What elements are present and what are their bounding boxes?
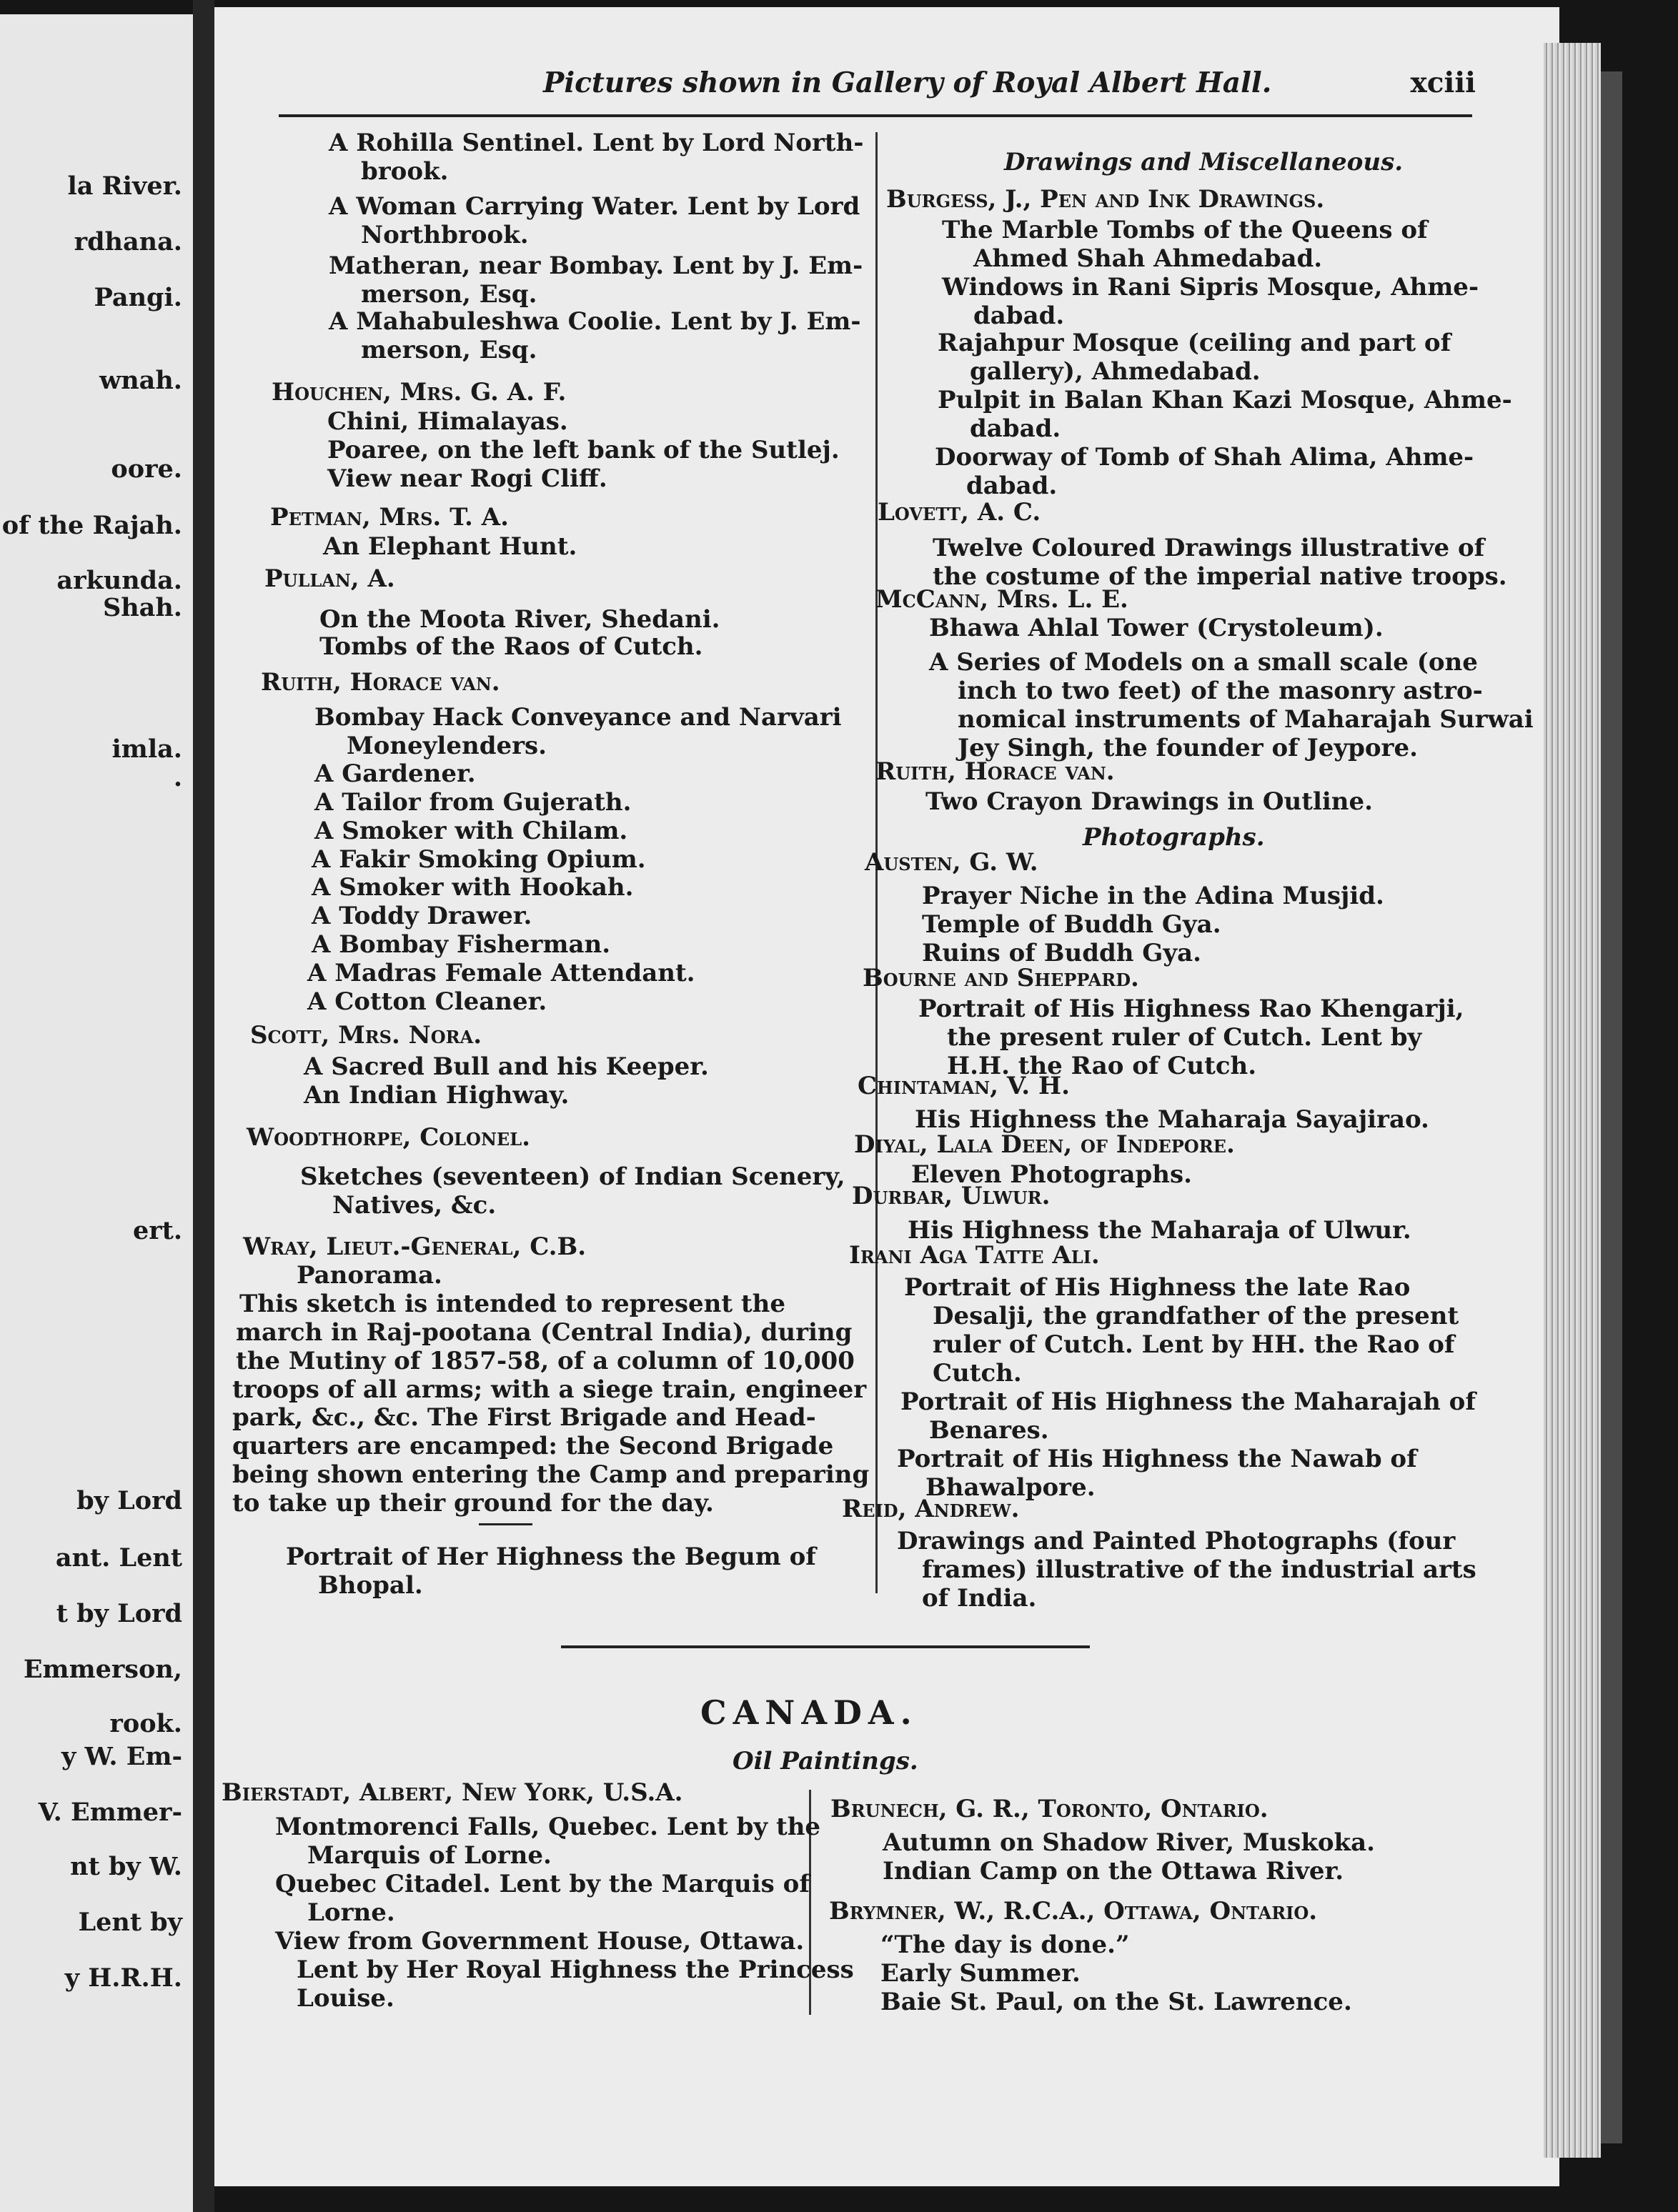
artist-heading: Diyal, Lala Deen, of Indepore.: [854, 1130, 1235, 1159]
entry-line: Desalji, the grandfather of the present: [933, 1302, 1459, 1330]
entry-line: A Smoker with Chilam.: [314, 817, 628, 845]
entry-line: merson, Esq.: [361, 336, 537, 364]
entry-line: A Sacred Bull and his Keeper.: [304, 1052, 709, 1081]
facing-page-text: wnah.: [99, 366, 182, 395]
artist-heading: Irani Aga Tatte Ali.: [849, 1241, 1100, 1270]
entry-line: Quebec Citadel. Lent by the Marquis of: [275, 1870, 810, 1898]
artist-heading: Lovett, A. C.: [878, 498, 1041, 527]
entry-line: Louise.: [297, 1984, 394, 2013]
artist-heading: Ruith, Horace van.: [261, 668, 500, 697]
artist-heading: Bierstadt, Albert, New York, U.S.A.: [222, 1778, 683, 1807]
entry-line: Doorway of Tomb of Shah Alima, Ahme-: [935, 443, 1474, 472]
facing-page-text: Emmerson,: [23, 1655, 182, 1684]
facing-page-text: arkunda.: [56, 566, 182, 595]
artist-heading: McCann, Mrs. L. E.: [875, 585, 1128, 614]
entry-line: Portrait of His Highness the late Rao: [904, 1273, 1411, 1302]
artist-heading: Scott, Mrs. Nora.: [250, 1021, 482, 1050]
entry-line: Ruins of Buddh Gya.: [922, 939, 1201, 967]
entry-line: “The day is done.”: [880, 1930, 1130, 1959]
entry-line: Tombs of the Raos of Cutch.: [319, 632, 703, 661]
entry-line: A Bombay Fisherman.: [312, 930, 611, 959]
entry-line: A Fakir Smoking Opium.: [312, 845, 646, 874]
entry-line: Rajahpur Mosque (ceiling and part of: [938, 329, 1451, 357]
entry-line: Poaree, on the left bank of the Sutlej.: [327, 436, 840, 464]
header-rule: [279, 114, 1472, 117]
entry-line: Benares.: [929, 1416, 1049, 1445]
entry-line: ruler of Cutch. Lent by HH. the Rao of: [933, 1330, 1455, 1359]
entry-line: His Highness the Maharaja Sayajirao.: [915, 1105, 1429, 1134]
artist-heading: Chintaman, V. H.: [858, 1072, 1070, 1100]
entry-line: of India.: [922, 1584, 1037, 1613]
artist-heading: Austen, G. W.: [865, 848, 1038, 877]
entry-line: nomical instruments of Maharajah Surwai: [958, 705, 1534, 734]
subsection-heading: Drawings and Miscellaneous.: [1004, 148, 1404, 176]
entry-line: Northbrook.: [361, 221, 529, 249]
facing-page-text: rdhana.: [74, 227, 182, 256]
facing-page-text: y W. Em-: [61, 1742, 182, 1771]
page-header: [329, 66, 1476, 109]
facing-page-text: by Lord: [76, 1486, 182, 1515]
artist-heading: Bourne and Sheppard.: [863, 964, 1139, 992]
entry-line: Marquis of Lorne.: [307, 1841, 552, 1870]
entry-line: View from Government House, Ottawa.: [275, 1927, 805, 1956]
entry-line: Indian Camp on the Ottawa River.: [883, 1857, 1344, 1885]
artist-heading: Pullan, A.: [264, 564, 395, 593]
entry-line: brook.: [361, 157, 449, 186]
entry-line: Temple of Buddh Gya.: [922, 910, 1221, 939]
entry-line: Montmorenci Falls, Quebec. Lent by the: [275, 1813, 821, 1841]
entry-line: Moneylenders.: [347, 732, 547, 760]
entry-line: being shown entering the Camp and preparing: [232, 1460, 870, 1489]
short-rule: [479, 1523, 532, 1525]
book-cover-edge: [1601, 71, 1622, 2143]
entry-line: Sketches (seventeen) of Indian Scenery,: [300, 1162, 845, 1191]
entry-line: troops of all arms; with a siege train, engineer: [232, 1375, 867, 1404]
entry-line: Eleven Photographs.: [911, 1160, 1192, 1189]
book-gutter: [193, 0, 214, 2212]
facing-page-text: V. Emmer-: [38, 1798, 182, 1827]
entry-line: Lent by Her Royal Highness the Princess: [297, 1956, 854, 1984]
entry-line: An Elephant Hunt.: [323, 532, 577, 561]
entry-line: Drawings and Painted Photographs (four: [897, 1527, 1456, 1555]
entry-line: View near Rogi Cliff.: [327, 464, 607, 493]
entry-line: Chini, Himalayas.: [327, 407, 568, 436]
entry-line: Matheran, near Bombay. Lent by J. Em-: [329, 251, 863, 280]
entry-line: Two Crayon Drawings in Outline.: [925, 787, 1373, 816]
facing-page-fragment: [0, 14, 193, 2212]
entry-line: Bhawalpore.: [925, 1473, 1096, 1502]
entry-line: A Tailor from Gujerath.: [314, 788, 632, 817]
entry-line: the present ruler of Cutch. Lent by: [947, 1023, 1422, 1052]
facing-page-text: Lent by: [78, 1908, 182, 1937]
entry-line: Windows in Rani Sipris Mosque, Ahme-: [942, 273, 1479, 302]
entry-line: Natives, &c.: [332, 1191, 497, 1220]
entry-line: the costume of the imperial native troops.: [933, 562, 1507, 591]
entry-line: Jey Singh, the founder of Jeypore.: [958, 734, 1418, 762]
facing-page-text: rook.: [109, 1709, 182, 1738]
facing-page-text: ert.: [132, 1216, 182, 1245]
artist-heading: Ruith, Horace van.: [875, 757, 1115, 786]
entry-line: Portrait of Her Highness the Begum of: [286, 1543, 816, 1571]
entry-line: Twelve Coloured Drawings illustrative of: [933, 534, 1485, 562]
entry-line: dabad.: [973, 302, 1065, 330]
section-rule: [561, 1645, 1090, 1648]
entry-line: A Madras Female Attendant.: [307, 959, 695, 987]
facing-page-text: Pangi.: [94, 283, 182, 312]
entry-line: On the Moota River, Shedani.: [319, 605, 720, 634]
entry-line: Ahmed Shah Ahmedabad.: [973, 244, 1323, 273]
entry-line: A Toddy Drawer.: [312, 902, 532, 930]
facing-page-text: t by Lord: [56, 1599, 182, 1628]
entry-line: Bhawa Ahlal Tower (Crystoleum).: [929, 614, 1384, 642]
facing-page-text: .: [173, 763, 182, 792]
entry-line: His Highness the Maharaja of Ulwur.: [908, 1216, 1411, 1245]
artist-heading: Durbar, Ulwur.: [852, 1182, 1051, 1210]
page-edges: [1544, 43, 1601, 2158]
section-heading: CANADA.: [700, 1693, 918, 1732]
entry-line: The Marble Tombs of the Queens of: [942, 216, 1428, 244]
facing-page-text: imla.: [111, 734, 182, 764]
entry-line: frames) illustrative of the industrial arts: [922, 1555, 1476, 1584]
entry-line: Early Summer.: [880, 1959, 1081, 1988]
entry-line: Prayer Niche in the Adina Musjid.: [922, 882, 1384, 910]
facing-page-text: la River.: [67, 171, 182, 201]
artist-heading: Burgess, J., Pen and Ink Drawings.: [886, 185, 1325, 214]
artist-heading: Brymner, W., R.C.A., Ottawa, Ontario.: [829, 1897, 1318, 1925]
entry-line: Panorama.: [297, 1261, 442, 1290]
artist-heading: Wray, Lieut.-General, C.B.: [243, 1232, 587, 1261]
entry-line: An Indian Highway.: [304, 1081, 570, 1110]
entry-line: Baie St. Paul, on the St. Lawrence.: [880, 1988, 1352, 2016]
entry-line: Cutch.: [933, 1359, 1022, 1388]
subsection-heading: Photographs.: [1083, 823, 1265, 852]
entry-line: A Woman Carrying Water. Lent by Lord: [329, 192, 860, 221]
running-title: Pictures shown in Gallery of Royal Albert Hall.: [543, 66, 1272, 99]
entry-line: gallery), Ahmedabad.: [970, 357, 1261, 386]
entry-line: dabad.: [970, 414, 1061, 443]
entry-line: Portrait of His Highness the Maharajah of: [900, 1388, 1476, 1416]
entry-line: A Mahabuleshwa Coolie. Lent by J. Em-: [329, 307, 861, 336]
facing-page-text: y H.R.H.: [64, 1963, 182, 1993]
facing-page-text: of the Rajah.: [1, 511, 182, 540]
entry-line: the Mutiny of 1857-58, of a column of 10,000: [236, 1347, 855, 1375]
entry-line: This sketch is intended to represent the: [239, 1290, 785, 1318]
artist-heading: Reid, Andrew.: [842, 1495, 1020, 1523]
entry-line: inch to two feet) of the masonry astro-: [958, 677, 1483, 705]
entry-line: Bhopal.: [318, 1571, 423, 1600]
entry-line: Bombay Hack Conveyance and Narvari: [314, 703, 842, 732]
entry-line: Lorne.: [307, 1898, 395, 1927]
entry-line: quarters are encamped: the Second Brigade: [232, 1432, 834, 1460]
facing-page-text: nt by W.: [70, 1852, 182, 1881]
entry-line: dabad.: [966, 472, 1058, 500]
entry-line: A Cotton Cleaner.: [307, 987, 547, 1016]
entry-line: A Rohilla Sentinel. Lent by Lord North-: [329, 129, 864, 157]
section-subheading: Oil Paintings.: [733, 1747, 918, 1775]
entry-line: A Series of Models on a small scale (one: [929, 648, 1478, 677]
entry-line: march in Raj-pootana (Central India), during: [236, 1318, 853, 1347]
artist-heading: Woodthorpe, Colonel.: [247, 1123, 530, 1152]
entry-line: Autumn on Shadow River, Muskoka.: [883, 1828, 1375, 1857]
entry-line: Portrait of His Highness the Nawab of: [897, 1445, 1417, 1473]
facing-page-text: ant. Lent: [55, 1543, 182, 1573]
entry-line: A Smoker with Hookah.: [312, 873, 634, 902]
entry-line: Pulpit in Balan Khan Kazi Mosque, Ahme-: [938, 386, 1512, 414]
facing-page-text: oore.: [111, 454, 182, 484]
entry-line: A Gardener.: [314, 759, 476, 788]
entry-line: park, &c., &c. The First Brigade and Head-: [232, 1403, 816, 1432]
entry-line: to take up their ground for the day.: [232, 1489, 714, 1518]
artist-heading: Petman, Mrs. T. A.: [270, 503, 509, 532]
entry-line: Portrait of His Highness Rao Khengarji,: [918, 995, 1464, 1023]
page-number: xciii: [1410, 66, 1476, 99]
artist-heading: Brunech, G. R., Toronto, Ontario.: [830, 1795, 1269, 1823]
entry-line: merson, Esq.: [361, 280, 537, 309]
artist-heading: Houchen, Mrs. G. A. F.: [272, 378, 567, 407]
entry-line: H.H. the Rao of Cutch.: [947, 1052, 1257, 1080]
facing-page-text: Shah.: [102, 593, 182, 622]
